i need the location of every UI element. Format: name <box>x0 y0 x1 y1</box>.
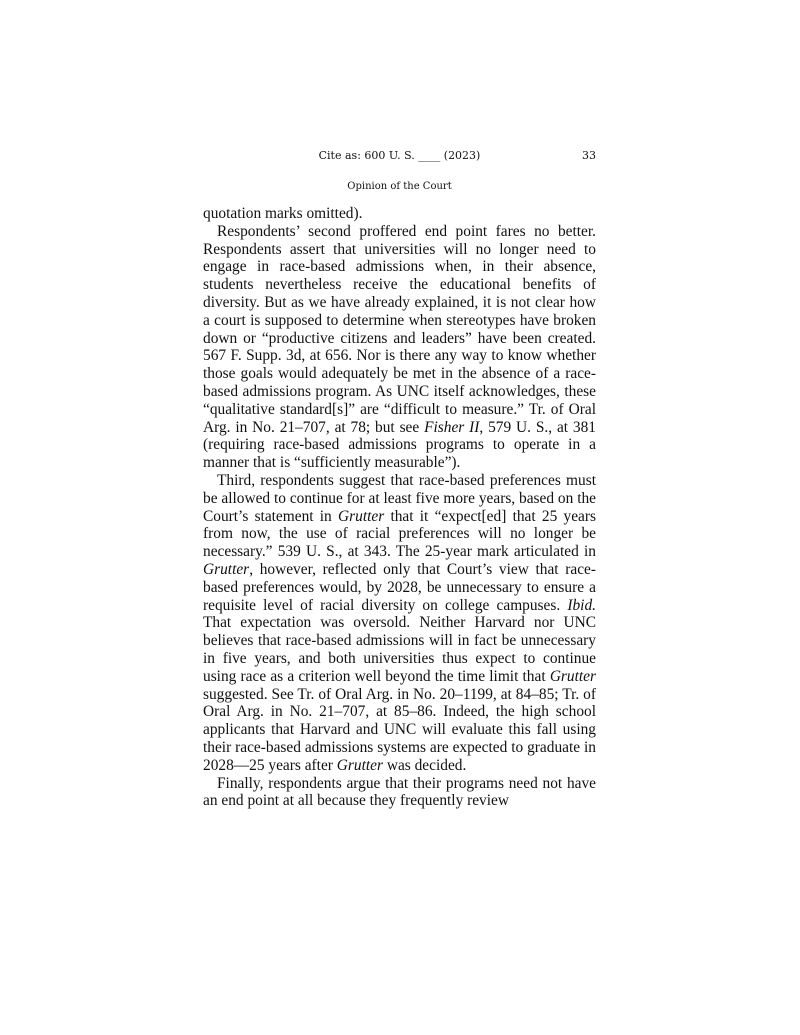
paragraph-text: was decided. <box>386 756 467 774</box>
paragraph-continuation: quotation marks omitted). <box>203 205 363 222</box>
opinion-body <box>203 205 596 810</box>
running-header <box>203 148 596 164</box>
page-number: 33 <box>582 149 596 162</box>
case-name: Grutter <box>203 560 250 578</box>
opinion-label: Opinion of the Court <box>347 181 452 192</box>
paragraph-text: , 579 U. S., at 381 (requiring race-based admissions programs to operate in a manner that is “sufficiently measurable”). <box>203 418 596 472</box>
paragraph-second-end-point <box>203 223 596 472</box>
paragraph-third-argument <box>203 472 596 775</box>
paragraph-text: Third, respondents suggest that race-based preferences must be allowed to continue for at least five more years, based on the Court’s statement in <box>203 471 596 525</box>
paragraph-final-argument: Finally, respondents argue that their programs need not have an end point at all because they frequently review <box>203 774 596 810</box>
paragraph-text: , however, reflected only that Court’s view that race-based preferences would, by 2028, be unnecessary to ensure a requisite level of racial diversity on college campuses. <box>203 560 596 614</box>
case-name: Grutter <box>336 756 383 774</box>
paragraph-text: that it “expect[ed] that 25 years from now, the use of racial preferences will no longer be necessary.” 539 U. S., at 343. The 25-year mark articulated in <box>203 507 597 561</box>
ibid-citation: Ibid. <box>567 596 596 614</box>
case-name: Grutter <box>338 507 385 525</box>
case-name: Fisher II <box>424 418 480 436</box>
paragraph-text: That expectation was oversold. Neither Harvard nor UNC believes that race-based admissions will in fact be unnecessary in five years, and both universities thus expect to continue using race as a criterion well beyond the time limit that <box>203 614 596 685</box>
case-name: Grutter <box>549 667 596 685</box>
paragraph-text: suggested. See Tr. of Oral Arg. in No. 20–1199, at 84–85; Tr. of Oral Arg. in No. 21–707, at 85–86. Indeed, the high school applicants that Harvard and UNC will evaluate this fall using their race-based admissions systems are expected to graduate in 2028—25 years after <box>203 685 596 774</box>
citation-line: Cite as: 600 U. S. ____ (2023) <box>318 149 481 162</box>
paragraph-text: Respondents’ second proffered end point fares no better. Respondents assert that universities will no longer need to engage in race-based admissions when, in their absence, students nevertheless receive the educational benefits of diversity. But as we have already explained, it is not clear how a court is supposed to determine when stereotypes have broken down or “productive citizens and leaders” have been created. 567 F. Supp. 3d, at 656. Nor is there any way to know whether those goals would adequately be met in the absence of a race-based admissions program. As UNC itself acknowledges, these “qualitative standard[s]” are “difficult to measure.” Tr. of Oral Arg. in No. 21–707, at 78; but see <box>203 222 596 436</box>
